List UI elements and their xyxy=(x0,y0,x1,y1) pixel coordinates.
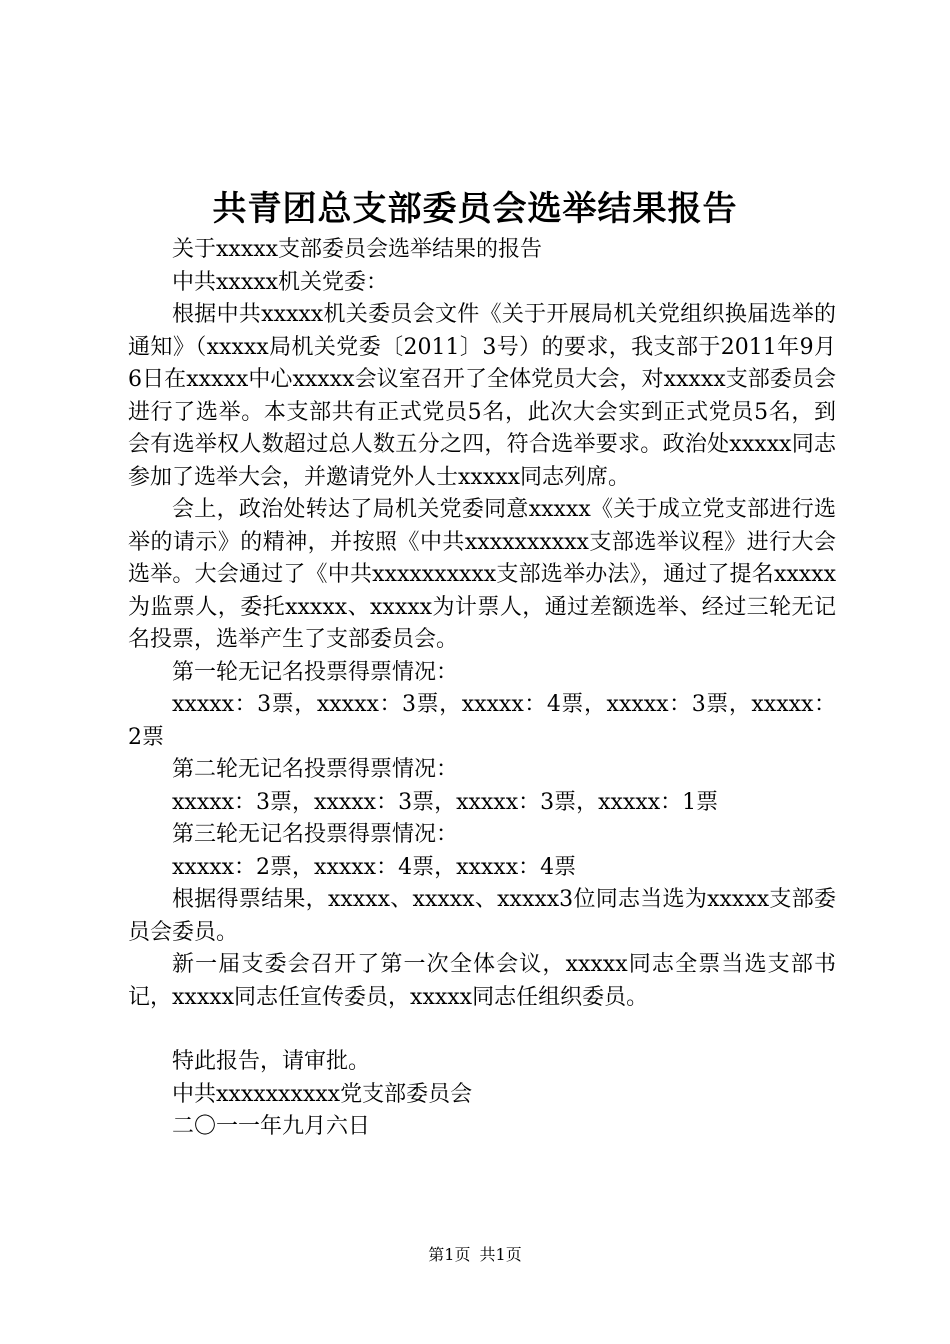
round-1-results: xxxxx：3票，xxxxx：3票，xxxxx：4票，xxxxx：3票，xxxxx：2票 xyxy=(128,692,836,750)
document-body xyxy=(128,234,836,1144)
page-number: 第1页 xyxy=(428,1245,471,1264)
election-outcome: 根据得票结果，xxxxx、xxxxx、xxxxx3位同志当选为xxxxx支部委员会委员。 xyxy=(128,887,836,945)
signature-organization: 中共xxxxxxxxxx党支部委员会 xyxy=(172,1081,473,1107)
closing-request: 特此报告，请审批。 xyxy=(172,1049,371,1074)
recipient-line: 中共xxxxx机关党委： xyxy=(172,269,389,295)
document-title: 共青团总支部委员会选举结果报告 xyxy=(212,189,738,229)
paragraph-process: 会上，政治处转达了局机关党委同意xxxxx《关于成立党支部进行选举的请示》的精神，并按照《中共xxxxxxxxxx支部选举议程》进行大会选举。大会通过了《中共xxxxxxxxxx支部选举办法》，通过了提名xxxxx为监票人，委托xxxxx、xxxxx为计票人，通过差额选举、经过三轮无记名投票，选举产生了支部委员会。 xyxy=(128,497,836,652)
report-subject: 关于xxxxx支部委员会选举结果的报告 xyxy=(172,237,543,262)
page-footer xyxy=(0,1244,950,1266)
signature-date: 二〇一一年九月六日 xyxy=(172,1114,371,1139)
page-total: 共1页 xyxy=(479,1245,522,1264)
blank-line xyxy=(128,1014,836,1046)
paragraph-background: 根据中共xxxxx机关委员会文件《关于开展局机关党组织换届选举的通知》（xxxxx局机关党委〔2011〕3号）的要求，我支部于2011年9月6日在xxxxx中心xxxxx会议室召开了全体党员大会，对xxxxx支部委员会进行了选举。本支部共有正式党员5名，此次大会实到正式党员5名，到会有选举权人数超过总人数五分之四，符合选举要求。政治处xxxxx同志参加了选举大会，并邀请党外人士xxxxx同志列席。 xyxy=(128,302,836,490)
round-2-results: xxxxx：3票，xxxxx：3票，xxxxx：3票，xxxxx：1票 xyxy=(172,789,719,815)
round-2-heading: 第二轮无记名投票得票情况： xyxy=(172,757,459,782)
round-1-heading: 第一轮无记名投票得票情况： xyxy=(172,659,459,685)
committee-assignments: 新一届支委会召开了第一次全体会议，xxxxx同志全票当选支部书记，xxxxx同志任宣传委员，xxxxx同志任组织委员。 xyxy=(128,952,836,1010)
round-3-heading: 第三轮无记名投票得票情况： xyxy=(172,822,459,847)
round-3-results: xxxxx：2票，xxxxx：4票，xxxxx：4票 xyxy=(172,854,577,880)
